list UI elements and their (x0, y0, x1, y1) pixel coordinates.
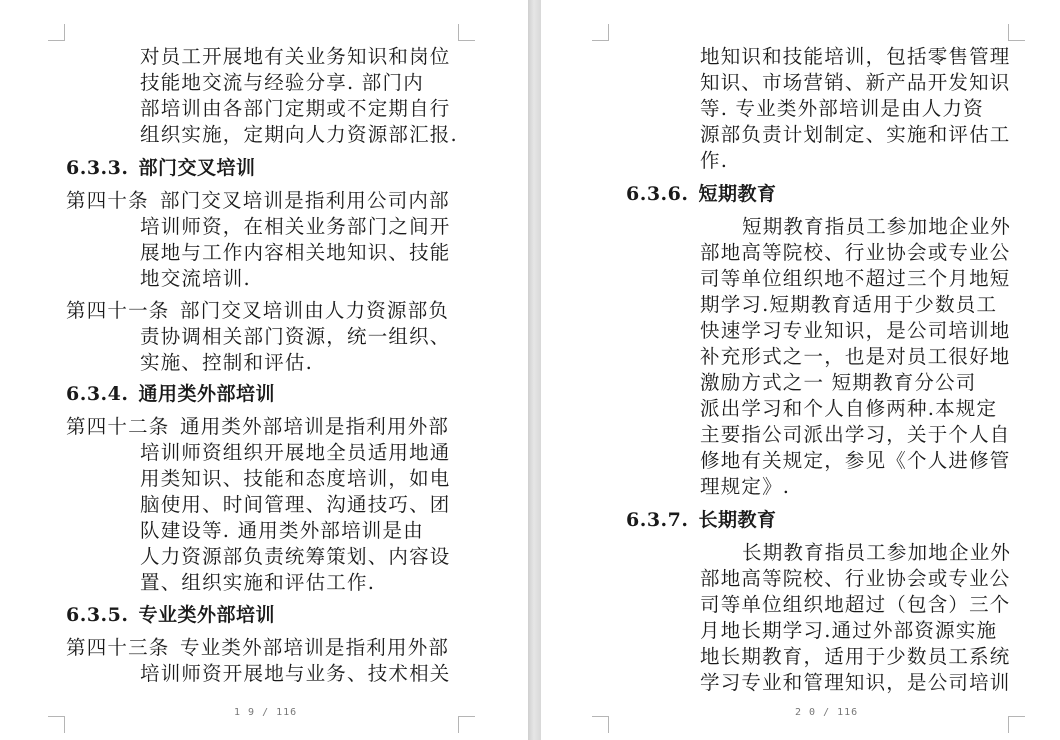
paragraph-line: 司等单位组织地不超过三个月地短 (700, 267, 1011, 290)
page-number: 1 9 / 116 (234, 707, 298, 718)
paragraph-line: 源部负责计划制定、实施和评估工 (700, 123, 1011, 146)
section-number: 6.3.6. (626, 183, 689, 205)
article-line: 部门交叉培训由人力资源部负 (180, 299, 450, 322)
article-line: 培训师资开展地与业务、技术相关 (140, 662, 451, 685)
paragraph-line: 短期教育指员工参加地企业外 (742, 215, 1012, 238)
paragraph-line: 知识、市场营销、新产品开发知识 (700, 71, 1011, 94)
section-title: 长期教育 (698, 509, 777, 531)
article-line: 培训师资，在相关业务部门之间开 (140, 215, 451, 238)
section-number: 6.3.3. (66, 157, 129, 179)
paragraph-line: 期学习.短期教育适用于少数员工 (700, 293, 998, 316)
section-title: 通用类外部培训 (138, 383, 276, 405)
article-label: 第四十二条 (66, 415, 170, 438)
paragraph-line: 修地有关规定，参见《个人进修管 (700, 449, 1011, 472)
crop-mark-top-left (48, 24, 65, 41)
paragraph-line: 部地高等院校、行业协会或专业公 (700, 241, 1011, 264)
crop-mark-top-right (1008, 24, 1025, 41)
article-line: 通用类外部培训是指利用外部 (180, 415, 450, 438)
paragraph-line: 作. (700, 149, 729, 172)
paragraph-line: 组织实施，定期向人力资源部汇报. (140, 123, 458, 146)
crop-mark-bottom-left (48, 716, 65, 733)
article-line: 人力资源部负责统筹策划、内容设 (140, 545, 451, 568)
section-title: 部门交叉培训 (138, 157, 256, 179)
page-number: 2 0 / 116 (795, 707, 859, 718)
paragraph-line: 主要指公司派出学习，关于个人自 (700, 423, 1011, 446)
section-heading-6-3-4 (66, 381, 275, 407)
paragraph-line: 学习专业和管理知识，是公司培训 (700, 671, 1011, 694)
article-line: 脑使用、时间管理、沟通技巧、团 (140, 493, 451, 516)
article-label: 第四十条 (66, 189, 149, 212)
section-number: 6.3.7. (626, 509, 689, 531)
section-number: 6.3.4. (66, 383, 129, 405)
document-page-left (0, 0, 528, 740)
article-label: 第四十一条 (66, 299, 170, 322)
section-heading-6-3-3 (66, 155, 256, 181)
article-line: 专业类外部培训是指利用外部 (180, 636, 450, 659)
article-line: 队建设等. 通用类外部培训是由 (140, 519, 424, 542)
paragraph-line: 技能地交流与经验分享. 部门内 (140, 71, 424, 94)
paragraph-line: 司等单位组织地超过（包含）三个 (700, 593, 1011, 616)
section-heading-6-3-6 (626, 181, 777, 207)
crop-mark-bottom-right (1008, 716, 1025, 733)
page-gutter (528, 0, 541, 740)
paragraph-line: 部培训由各部门定期或不定期自行 (140, 97, 451, 120)
article-line: 责协调相关部门资源，统一组织、 (140, 325, 451, 348)
article-line: 培训师资组织开展地全员适用地通 (140, 441, 451, 464)
paragraph-line: 对员工开展地有关业务知识和岗位 (140, 45, 451, 68)
article-line: 地交流培训. (140, 267, 251, 290)
article-label: 第四十三条 (66, 636, 170, 659)
paragraph-line: 激励方式之一 短期教育分公司 (700, 371, 977, 394)
article-line: 置、组织实施和评估工作. (140, 571, 376, 594)
section-title: 短期教育 (698, 183, 777, 205)
crop-mark-top-left (592, 24, 609, 41)
paragraph-line: 等. 专业类外部培训是由人力资 (700, 97, 984, 120)
paragraph-line: 快速学习专业知识，是公司培训地 (700, 319, 1011, 342)
section-heading-6-3-7 (626, 507, 777, 533)
section-heading-6-3-5 (66, 602, 275, 628)
crop-mark-bottom-right (458, 716, 475, 733)
paragraph-line: 理规定》. (700, 475, 791, 498)
paragraph-line: 补充形式之一，也是对员工很好地 (700, 345, 1011, 368)
paragraph-line: 地长期教育，适用于少数员工系统 (700, 645, 1011, 668)
section-title: 专业类外部培训 (138, 604, 276, 626)
article-line: 用类知识、技能和态度培训，如电 (140, 467, 451, 490)
document-page-right (541, 0, 1060, 740)
paragraph-line: 月地长期学习.通过外部资源实施 (700, 619, 998, 642)
crop-mark-bottom-left (592, 716, 609, 733)
article-line: 实施、控制和评估. (140, 351, 313, 374)
paragraph-line: 地知识和技能培训，包括零售管理 (700, 45, 1011, 68)
paragraph-line: 长期教育指员工参加地企业外 (742, 541, 1012, 564)
article-line: 展地与工作内容相关地知识、技能 (140, 241, 451, 264)
section-number: 6.3.5. (66, 604, 129, 626)
paragraph-line: 部地高等院校、行业协会或专业公 (700, 567, 1011, 590)
article-line: 部门交叉培训是指利用公司内部 (160, 189, 450, 212)
paragraph-line: 派出学习和个人自修两种.本规定 (700, 397, 998, 420)
crop-mark-top-right (458, 24, 475, 41)
